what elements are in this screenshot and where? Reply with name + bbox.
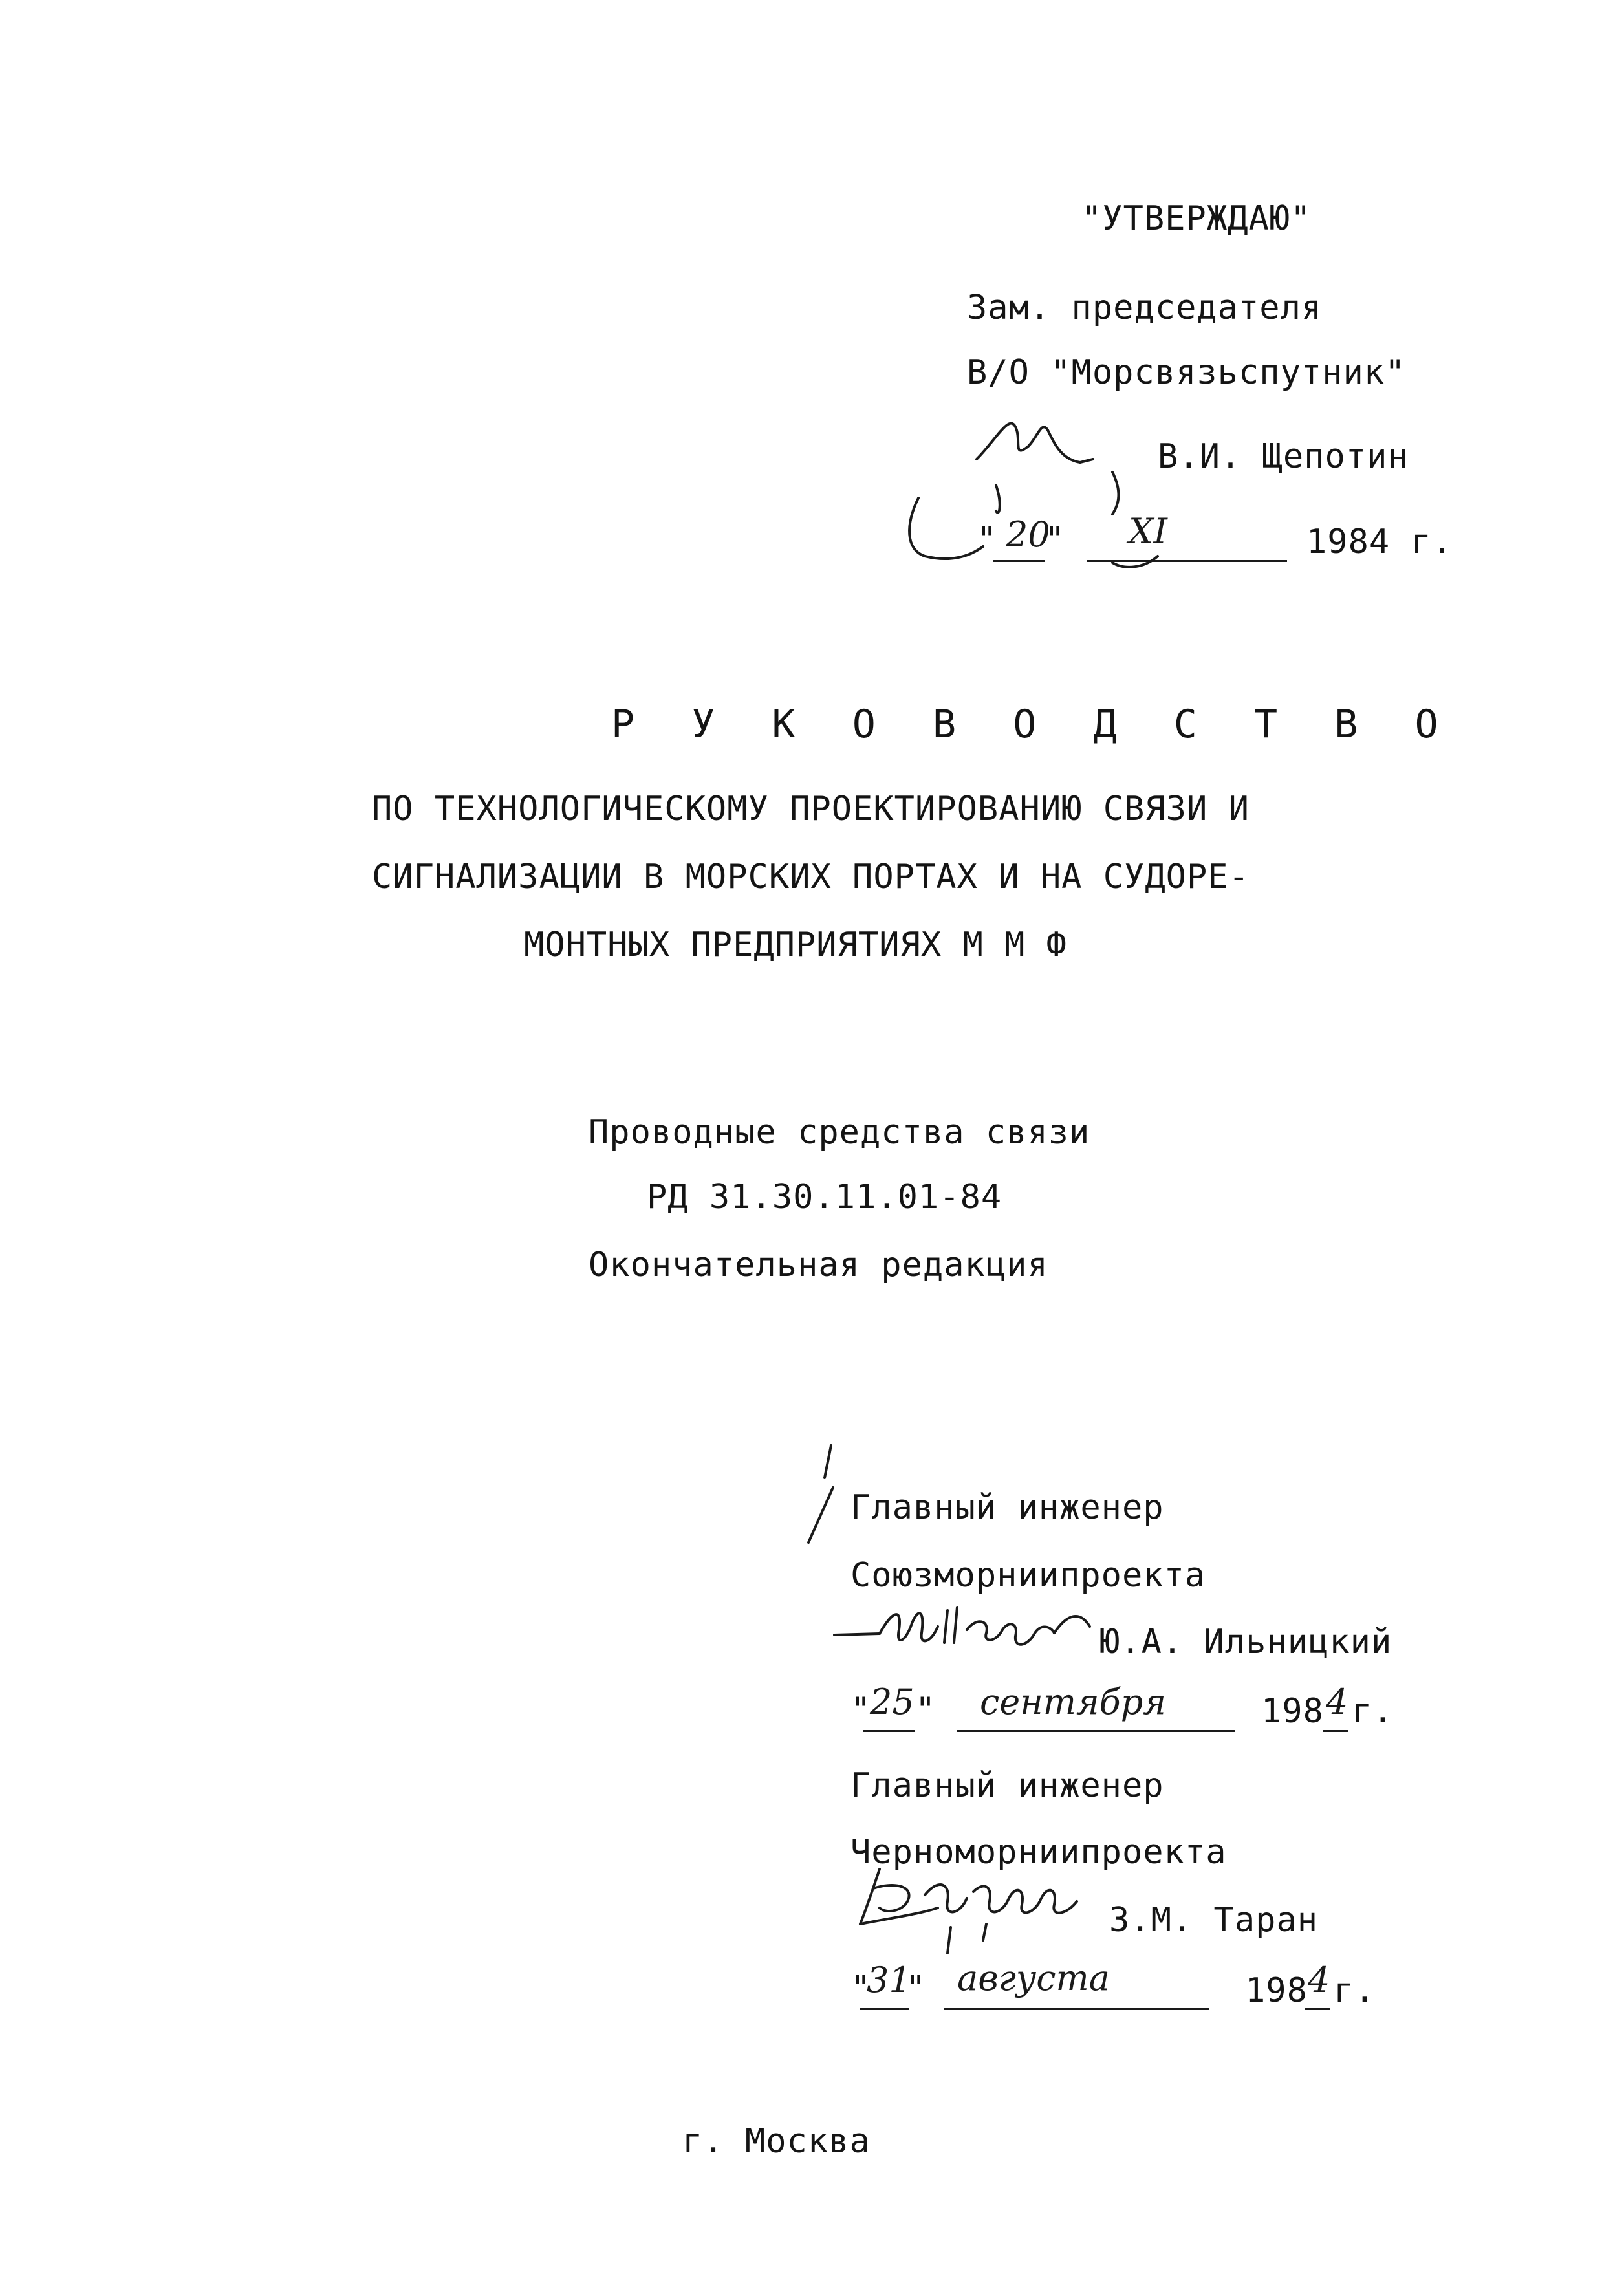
signer-1-date-quote-open: " bbox=[850, 1691, 872, 1729]
signer-2-date-year-suffix: г. bbox=[1334, 1971, 1376, 2010]
signer-1-date-day: 25 bbox=[870, 1682, 915, 1722]
approval-day-underline bbox=[993, 560, 1045, 562]
signer-2-year-underline bbox=[1305, 2008, 1330, 2010]
document-code: РД 31.30.11.01-84 bbox=[647, 1178, 1002, 1217]
signer-1-date-year-prefix: 198 bbox=[1261, 1692, 1324, 1731]
document-subject: Проводные средства связи bbox=[589, 1113, 1090, 1152]
approval-date-quote-close: " bbox=[1045, 520, 1066, 559]
approval-date-quote-open: " bbox=[977, 520, 998, 559]
approval-header: "УТВЕРЖДАЮ" bbox=[1081, 199, 1312, 238]
signer-1-date-year-suffix: г. bbox=[1352, 1692, 1394, 1731]
signer-1-organization: Союзморниипроекта bbox=[850, 1556, 1206, 1595]
approval-date-month: XI bbox=[1129, 511, 1167, 552]
signer-1-date-month: сентября bbox=[980, 1682, 1167, 1722]
approval-month-underline bbox=[1087, 560, 1287, 562]
approval-date-year: 1984 г. bbox=[1306, 523, 1453, 561]
approval-position: Зам. председателя bbox=[967, 288, 1323, 327]
document-heading: Р У К О В О Д С Т В О bbox=[611, 702, 1455, 747]
signer-2-date-quote-close: " bbox=[905, 1969, 927, 2007]
approval-signatory: В.И. Щепотин bbox=[1158, 437, 1409, 476]
signer-1-date-year-digit: 4 bbox=[1326, 1682, 1348, 1722]
document-title-line-2: СИГНАЛИЗАЦИИ В МОРСКИХ ПОРТАХ И НА СУДОРЕ- bbox=[372, 858, 1250, 896]
signer-1-name: Ю.А. Ильницкий bbox=[1099, 1623, 1392, 1661]
signer-2-date-quote-open: " bbox=[850, 1969, 872, 2007]
signer-2-date-year-digit: 4 bbox=[1308, 1960, 1330, 2000]
approval-date-day: 20 bbox=[1006, 514, 1050, 555]
signer-2-signature bbox=[854, 1863, 1125, 1960]
signer-2-month-underline bbox=[944, 2008, 1209, 2010]
signer-1-position: Главный инженер bbox=[850, 1488, 1164, 1527]
approval-organization: В/О "Морсвязьспутник" bbox=[967, 353, 1406, 392]
signer-2-date-month: августа bbox=[957, 1958, 1110, 1998]
approval-signature bbox=[899, 401, 1145, 582]
signer-1-date-quote-close: " bbox=[915, 1691, 937, 1729]
signer-1-year-underline bbox=[1323, 1730, 1348, 1732]
document-title-line-3: МОНТНЫХ ПРЕДПРИЯТИЯХ М М Ф bbox=[524, 925, 1067, 964]
signer-2-day-underline bbox=[860, 2008, 909, 2010]
document-title-line-1: ПО ТЕХНОЛОГИЧЕСКОМУ ПРОЕКТИРОВАНИЮ СВЯЗИ И bbox=[372, 790, 1250, 828]
document-edition: Окончательная редакция bbox=[589, 1246, 1048, 1284]
signer-2-name: З.М. Таран bbox=[1109, 1901, 1319, 1940]
signer-1-signature bbox=[834, 1597, 1132, 1682]
signer-1-month-underline bbox=[957, 1730, 1235, 1732]
signer-1-slash-mark bbox=[802, 1442, 841, 1546]
signer-2-organization: Черноморниипроекта bbox=[850, 1833, 1227, 1872]
signer-2-date-day: 31 bbox=[867, 1960, 911, 2000]
signer-1-day-underline bbox=[863, 1730, 915, 1732]
signer-2-date-year-prefix: 198 bbox=[1245, 1971, 1308, 2010]
footer-city: г. Москва bbox=[682, 2122, 871, 2161]
signer-2-position: Главный инженер bbox=[850, 1766, 1164, 1805]
